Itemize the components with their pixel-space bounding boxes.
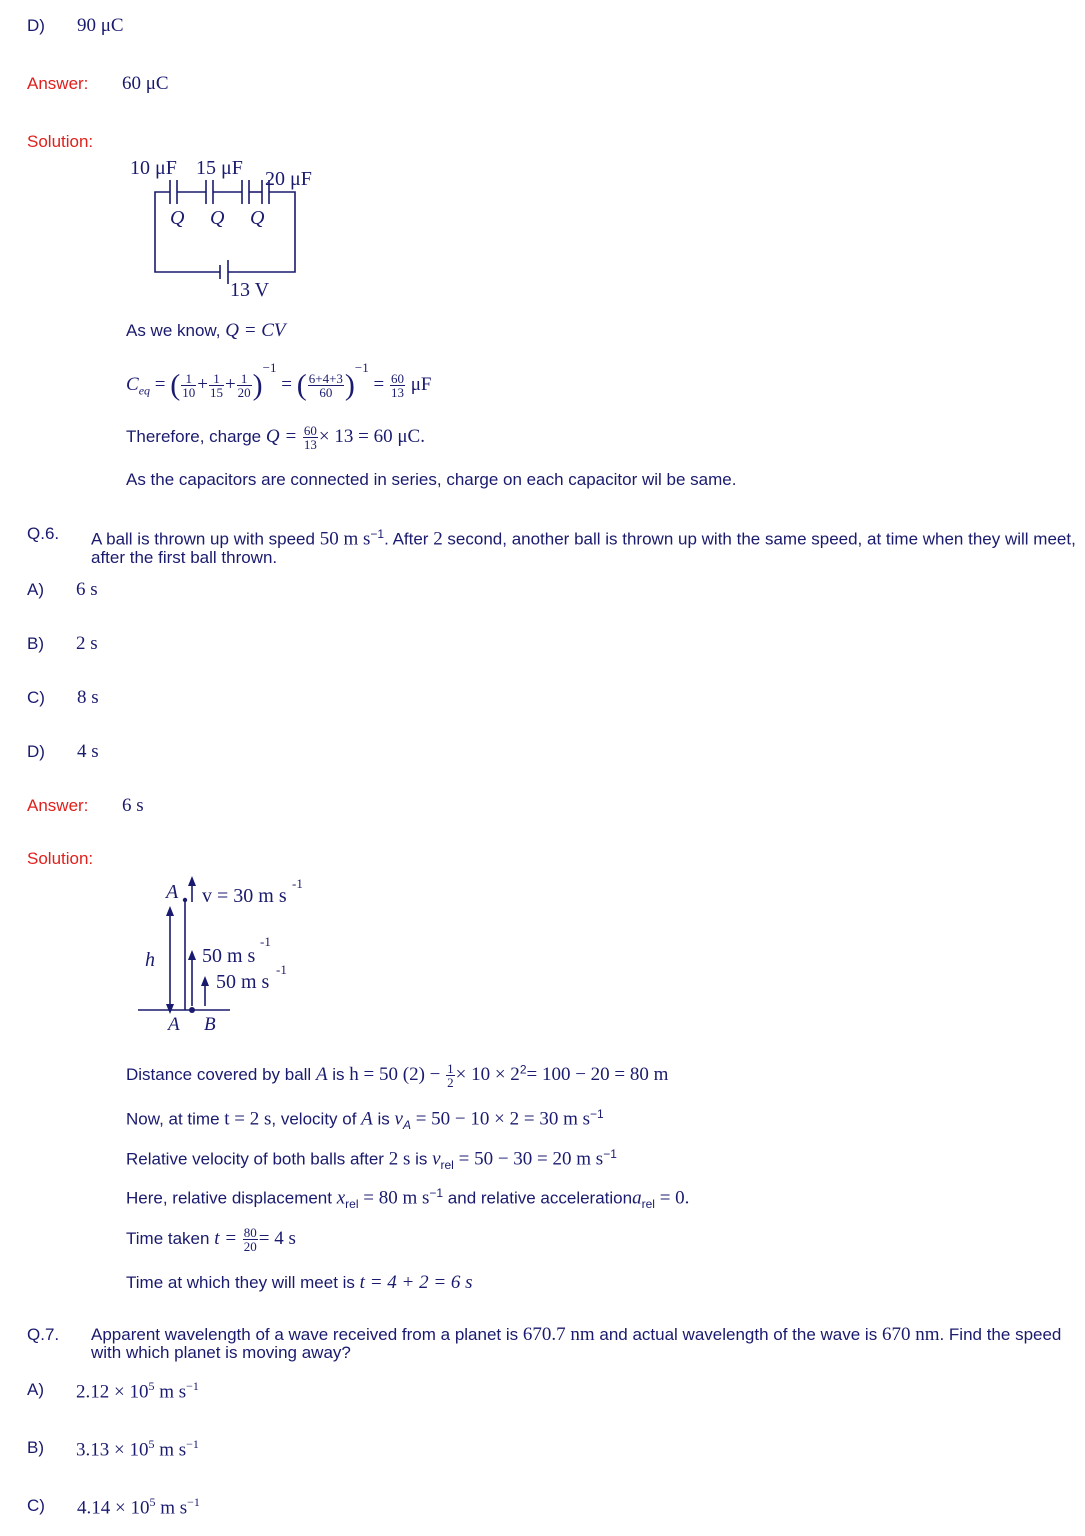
ceq-sub: eq [138, 383, 151, 398]
q7-option-a-label: A) [27, 1380, 44, 1399]
solution-line-charge [126, 424, 425, 451]
q6-option-c-value: 8 s [77, 687, 99, 708]
diagram-b-bottom: B [204, 1014, 216, 1035]
option-d-value: 90 μC [77, 15, 124, 36]
known-prefix: As we know, [126, 321, 226, 340]
q6-speed: 50 m s [319, 528, 371, 550]
ceq-inv-1: −1 [262, 360, 277, 375]
charge-prefix: Therefore, charge [126, 426, 266, 446]
capacitor-circuit-diagram [120, 150, 340, 305]
q6-option-d-label: D) [27, 742, 45, 761]
q6-number: Q.6. [27, 524, 60, 543]
ceq-frac-5: $\frac{60}{13}$ [390, 371, 404, 401]
charge-rest: × 13 = 60 μC. [318, 425, 425, 447]
option-d-label: D) [27, 16, 45, 35]
q6-question-text: A ball is thrown up with speed 50 m $s^{-1}$. After 2 second, another ball is thrown up with the same speed, at time when they will meet, after the first ball thrown. [91, 527, 1076, 567]
q6-solution-line-meet: Time at which they will meet is t = 4 + 2 = 6 s [126, 1272, 473, 1293]
q6-option-b-value: 2 s [76, 633, 98, 654]
diagram-speed1-exp: -1 [260, 934, 271, 949]
q7-question-text: Apparent wavelength of a wave received from a planet is 670.7 nm and actual wavelength of the wave is 670 nm. Find the speed with which planet is moving away? [91, 1324, 1062, 1362]
ceq-frac-4: $\frac{6+4+3}{60}$ [308, 371, 343, 401]
q6-solution-line-time-taken: Time taken t = $\frac{80}{20}$ = 4 s [126, 1225, 296, 1254]
circuit-q1-label: Q [170, 207, 185, 229]
q7-number: Q.7. [27, 1325, 60, 1344]
q6-option-a-label: A) [27, 580, 44, 599]
answer-value: 60 μC [122, 73, 169, 94]
charge-q: Q = [265, 425, 302, 447]
diagram-a-top: A [166, 881, 179, 903]
q7-option-c-value: $4.14 \times 10^5$ m $s^{-1}$ [77, 1495, 200, 1519]
ceq-frac-2: $\frac{1}{15}$ [209, 371, 223, 401]
ceq-lhs: C [126, 374, 139, 395]
ceq-inv-2: −1 [354, 360, 369, 375]
charge-frac: $\frac{60}{13}$ [303, 423, 317, 452]
circuit-c2-label: 15 μF [196, 157, 243, 179]
circuit-battery-label: 13 V [230, 279, 270, 301]
diagram-h-label: h [145, 949, 155, 971]
solution-line-series: As the capacitors are connected in series, charge on each capacitor wil be same. [126, 470, 737, 489]
diagram-speed2: 50 m s [216, 971, 270, 993]
ceq-frac-3: $\frac{1}{20}$ [237, 371, 251, 401]
q6-solution-line-relative-velocity: Relative velocity of both balls after 2 s is $v_{rel} = 50 - 30 = 20$ m $s^{-1}$ [126, 1147, 617, 1173]
q6-solution-line-displacement: Here, relative displacement $x_{rel} = 80$ m $s^{-1}$ and relative accelerationa$_{rel}$ = 0. [126, 1186, 690, 1212]
q7-option-a-value: $2.12 \times 10^5$ m $s^{-1}$ [76, 1379, 199, 1403]
answer-label: Answer: [27, 74, 89, 93]
diagram-a-bottom: A [168, 1014, 180, 1035]
diagram-v-label: v = 30 m s [202, 885, 287, 907]
circuit-q3-label: Q [250, 207, 265, 229]
solution-line-known [126, 320, 286, 342]
time-frac: $\frac{80}{20}$ [243, 1225, 257, 1254]
circuit-q2-label: Q [210, 207, 225, 229]
q6-solution-label: Solution: [27, 849, 94, 868]
diagram-speed2-exp: -1 [276, 962, 287, 977]
circuit-c1-label: 10 μF [130, 157, 177, 179]
q6-solution-line-distance: Distance covered by ball A is h = 50 (2) − $\frac{1}{2}$ × $10 \times 2^2= 100 - 20 = 80$ m [126, 1061, 669, 1090]
q7-option-b-value: $3.13 \times 10^5$ m $s^{-1}$ [76, 1437, 199, 1461]
q6-solution-line-velocity: Now, at time t = 2 s, velocity of A is $v_A = 50 - 10 \times 2 = 30$ m $s^{-1}$ [126, 1107, 604, 1133]
ball-motion-diagram [130, 870, 330, 1040]
q6-option-b-label: B) [27, 634, 44, 653]
diagram-v-exp: -1 [292, 876, 303, 891]
ceq-unit: μF [410, 374, 432, 395]
q6-option-a-value: 6 s [76, 579, 98, 600]
solution-label: Solution: [27, 132, 94, 151]
solution-line-ceq: $C_{eq}$ = ( $\frac{1}{10}$ + $\frac{1}{15}$ + $\frac{1}{20}$ )$^{-1}$ = ( $\frac{6+4+3}{60}$ )$^{-1}$ = $\frac{60}{13}$ μF [126, 360, 432, 402]
known-formula: Q = CV [225, 320, 286, 341]
q7-option-b-label: B) [27, 1438, 44, 1457]
diagram-speed1: 50 m s [202, 945, 256, 967]
q6-option-d-value: 4 s [77, 741, 99, 762]
q6-option-c-label: C) [27, 688, 45, 707]
ceq-frac-1: $\frac{1}{10}$ [182, 371, 196, 401]
q7-option-c-label: C) [27, 1496, 45, 1515]
q6-answer-label: Answer: [27, 796, 89, 815]
circuit-c3-label: 20 μF [265, 168, 312, 190]
q6-answer-value: 6 s [122, 795, 144, 816]
distance-frac: $\frac{1}{2}$ [447, 1061, 454, 1090]
